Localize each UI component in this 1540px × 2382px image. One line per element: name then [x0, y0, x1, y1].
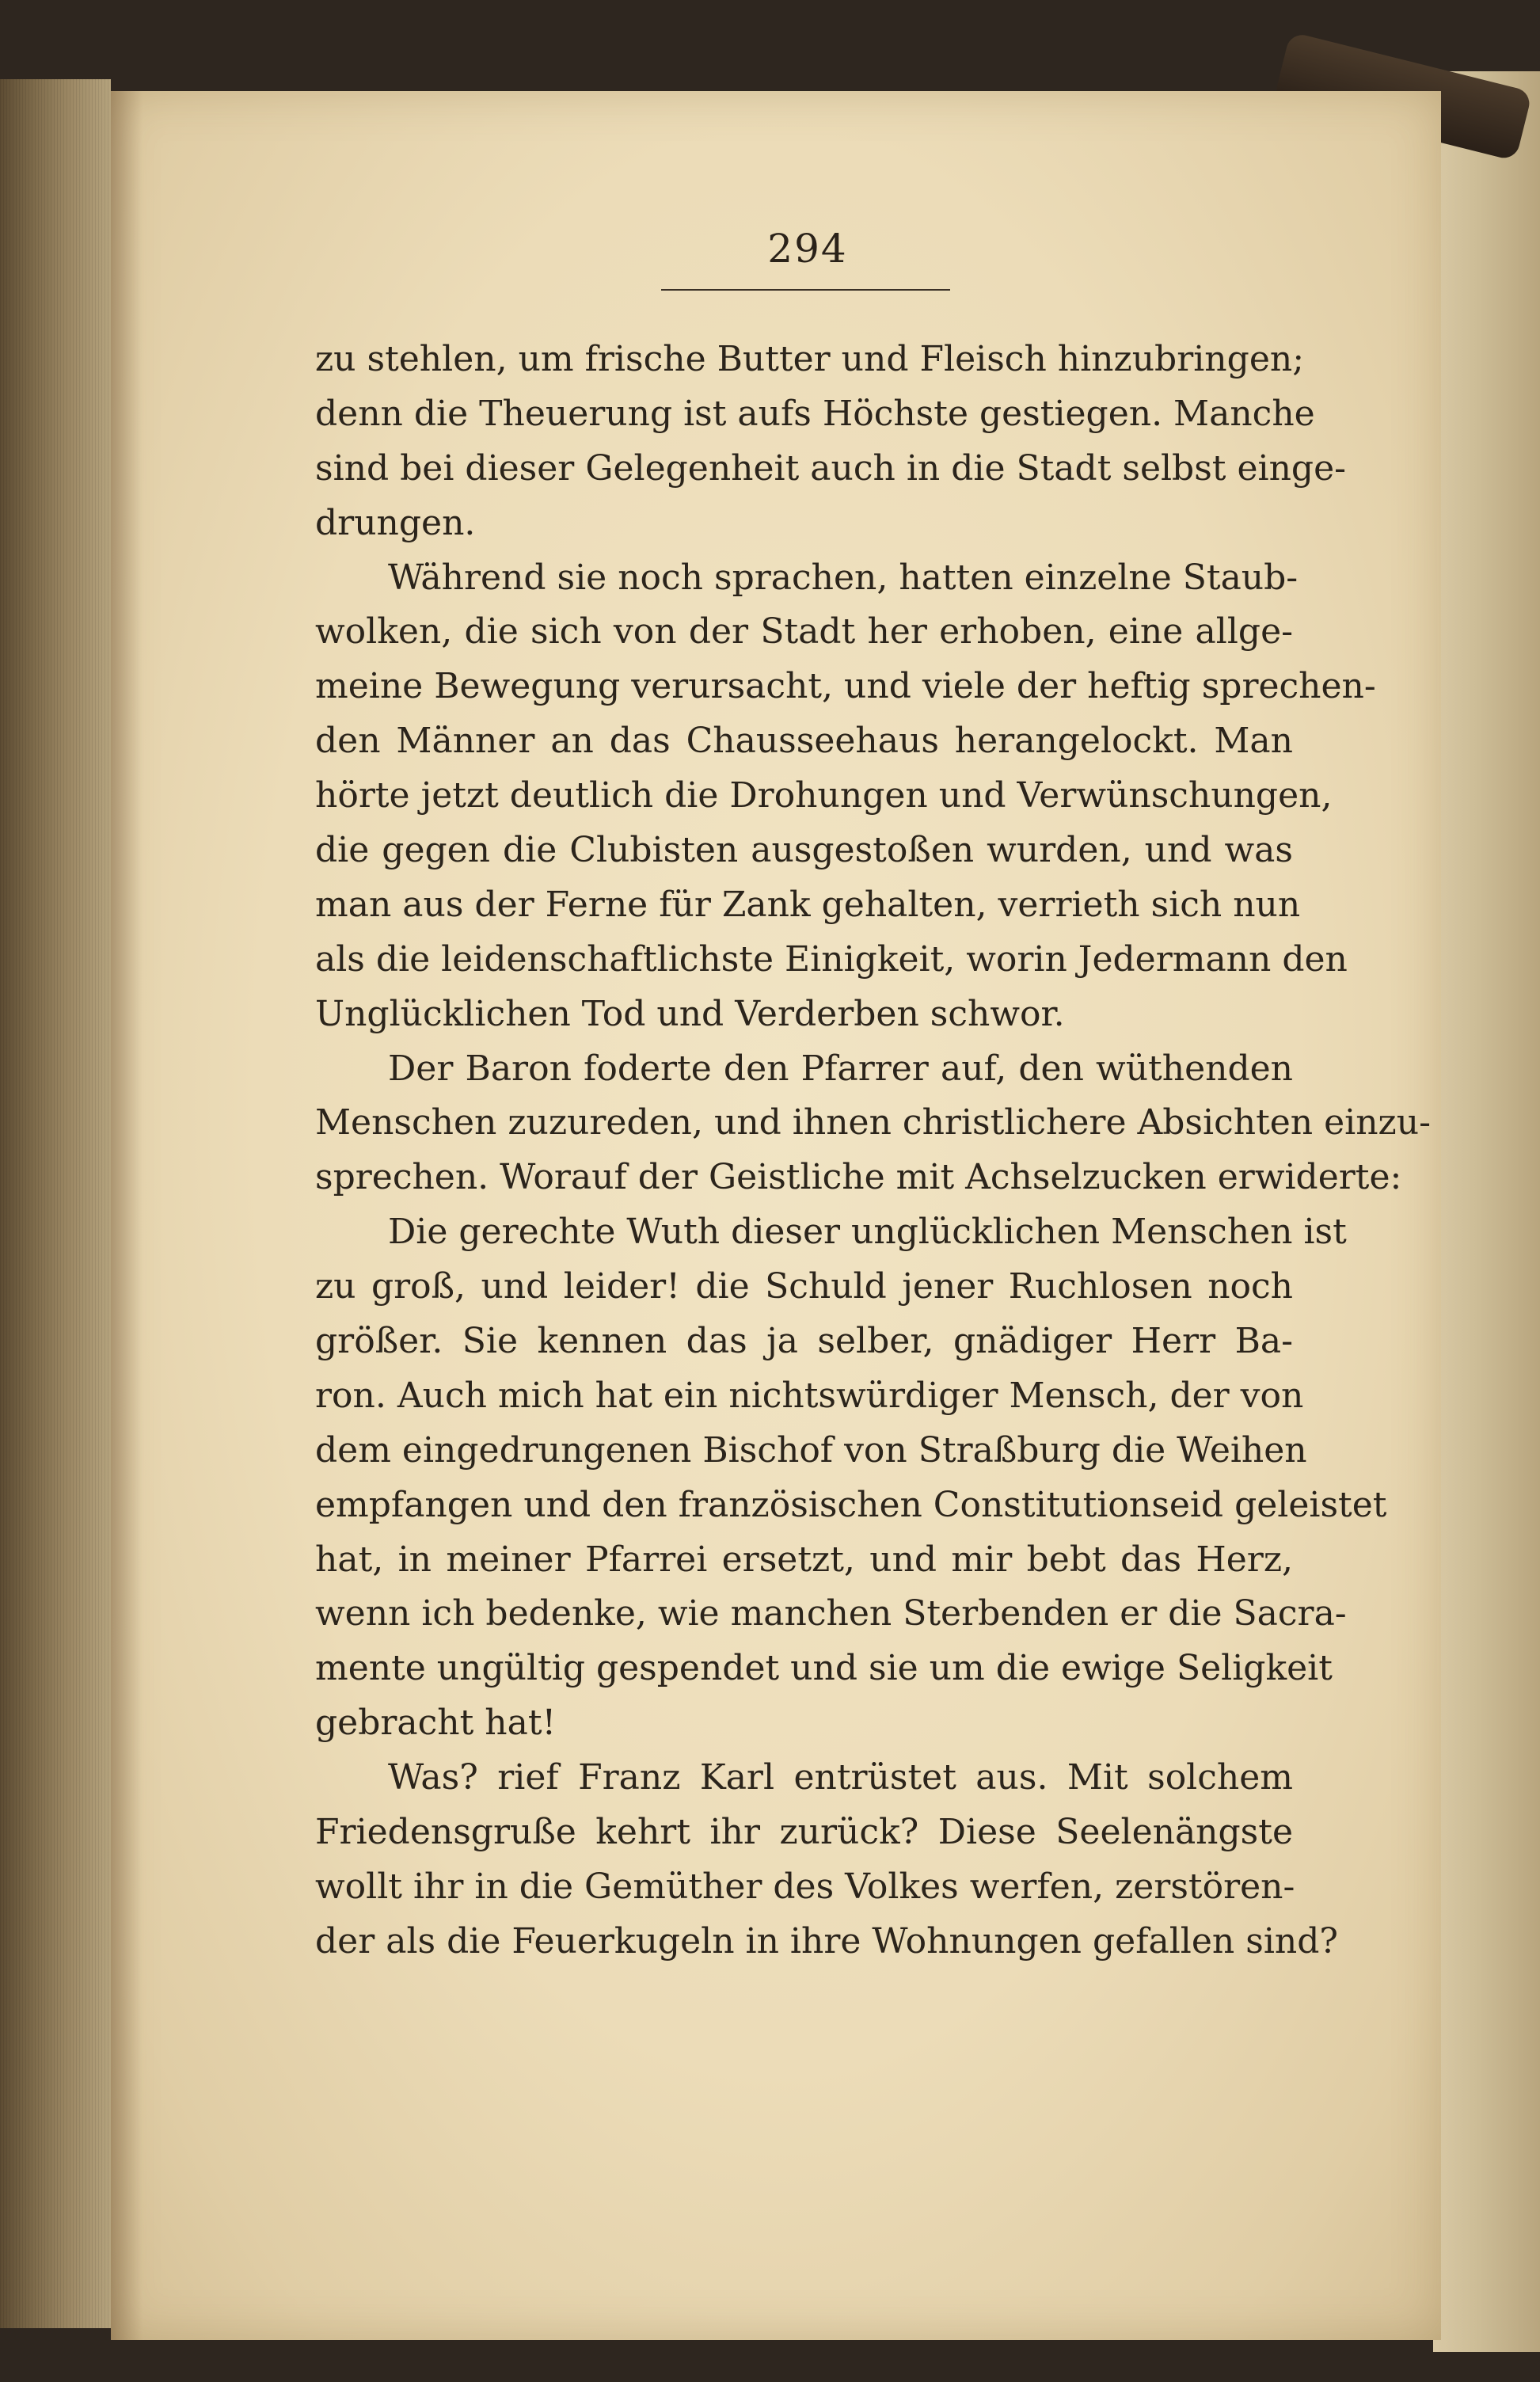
text-line: zu groß, und leider! die Schuld jener Ruchlosen noch — [315, 1266, 1293, 1307]
text-line: sind bei dieser Gelegenheit auch in die Stadt selbst einge- — [315, 447, 1346, 489]
text-line: man aus der Ferne für Zank gehalten, verrieth sich nun — [315, 884, 1301, 925]
text-line: die gegen die Clubisten ausgestoßen wurden, und was — [315, 830, 1293, 871]
text-line: dem eingedrungenen Bischof von Straßburg die Weihen — [315, 1429, 1307, 1471]
text-line: mente ungültig gespendet und sie um die ewige Seligkeit — [315, 1648, 1333, 1689]
text-line: der als die Feuerkugeln in ihre Wohnungen gefallen sind? — [315, 1920, 1338, 1962]
page-number: 294 — [767, 226, 848, 272]
text-line: den Männer an das Chausseehaus herangelockt. Man — [315, 721, 1293, 762]
text-line: Unglücklichen Tod und Verderben schwor. — [315, 993, 1065, 1034]
text-line: wollt ihr in die Gemüther des Volkes werfen, zerstören- — [315, 1866, 1295, 1907]
text-line: sprechen. Worauf der Geistliche mit Achselzucken erwiderte: — [315, 1157, 1402, 1198]
text-line: denn die Theuerung ist aufs Höchste gestiegen. Manche — [315, 393, 1315, 434]
body-text — [315, 333, 1431, 1969]
book-page-edges — [0, 79, 111, 2328]
text-line: wenn ich bedenke, wie manchen Sterbenden er die Sacra- — [315, 1593, 1347, 1634]
text-line: Der Baron foderte den Pfarrer auf, den wüthenden — [388, 1048, 1293, 1089]
text-line: hörte jetzt deutlich die Drohungen und Verwünschungen, — [315, 775, 1333, 816]
header-rule — [661, 289, 950, 291]
text-line: Die gerechte Wuth dieser unglücklichen Menschen ist — [388, 1212, 1347, 1253]
text-line: Während sie noch sprachen, hatten einzelne Staub- — [388, 557, 1299, 598]
text-line: gebracht hat! — [315, 1703, 557, 1744]
text-line: größer. Sie kennen das ja selber, gnädiger Herr Ba- — [315, 1321, 1293, 1362]
text-line: zu stehlen, um frische Butter und Fleisch hinzubringen; — [315, 339, 1305, 379]
gutter-shadow — [111, 91, 143, 2340]
text-line: meine Bewegung verursacht, und viele der heftig sprechen- — [315, 666, 1376, 707]
text-line: empfangen und den französischen Constitutionseid geleistet — [315, 1484, 1387, 1525]
text-line: Menschen zuzureden, und ihnen christlichere Absichten einzu- — [315, 1102, 1431, 1143]
text-line: Friedensgruße kehrt ihr zurück? Diese Seelenängste — [315, 1812, 1293, 1853]
text-line: drungen. — [315, 502, 476, 543]
text-line: hat, in meiner Pfarrei ersetzt, und mir bebt das Herz, — [315, 1539, 1293, 1580]
text-line: ron. Auch mich hat ein nichtswürdiger Mensch, der von — [315, 1375, 1304, 1416]
book-cover-edge — [1433, 71, 1540, 2352]
text-line: als die leidenschaftlichste Einigkeit, worin Jedermann den — [315, 938, 1348, 980]
text-line: Was? rief Franz Karl entrüstet aus. Mit solchem — [388, 1757, 1293, 1798]
text-line: wolken, die sich von der Stadt her erhoben, eine allge- — [315, 611, 1293, 653]
